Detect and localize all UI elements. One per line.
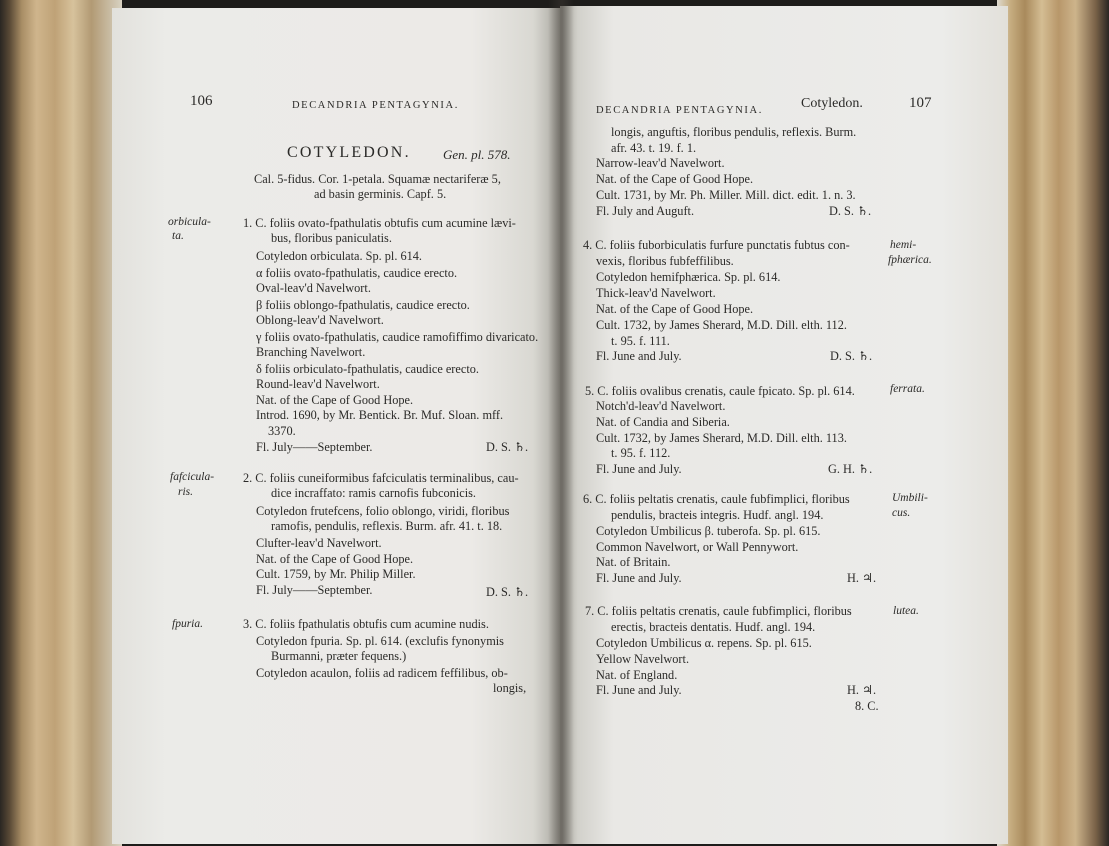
species-line: Nat. of the Cape of Good Hope. (256, 552, 414, 566)
species-line: 2. C. foliis cuneiformibus fafciculatis terminalibus, cau- (243, 471, 519, 485)
book-gutter (548, 0, 574, 846)
species-line: Cult. 1759, by Mr. Philip Miller. (256, 567, 416, 581)
species-line: D. S. ♄. (829, 204, 872, 218)
species-line: Burmanni, præter fequens.) (271, 649, 407, 663)
species-line: δ foliis orbiculato-fpathulatis, caudice erecto. (256, 362, 479, 376)
species-line: Clufter-leav'd Navelwort. (256, 536, 382, 550)
left-page (112, 8, 560, 844)
species-line: ramofis, pendulis, reflexis. Burm. afr. 41. t. 18. (271, 519, 503, 533)
species-line: t. 95. f. 111. (611, 334, 670, 348)
right-running-head: DECANDRIA PENTAGYNIA. (596, 105, 763, 116)
margin-note: fphærica. (888, 254, 932, 266)
species-line: Cotyledon Umbilicus β. tuberofa. Sp. pl. 615. (596, 524, 821, 538)
species-line: Fl. June and July. (596, 683, 682, 697)
species-line: H. ♃. (847, 571, 877, 585)
species-line: Fl. July——September. (256, 440, 373, 454)
species-line: dice incraffato: ramis carnofis fubconicis. (271, 486, 476, 500)
margin-note: orbicula- (168, 216, 211, 228)
species-line: Fl. July——September. (256, 583, 373, 597)
left-page-number: 106 (190, 93, 213, 109)
margin-note: cus. (892, 507, 911, 519)
species-line: Branching Navelwort. (256, 345, 366, 359)
species-line: G. H. ♄. (828, 462, 873, 476)
margin-note: ta. (172, 230, 184, 242)
species-line: Cotyledon fpuria. Sp. pl. 614. (exclufis fynonymis (256, 634, 504, 648)
species-line: Nat. of the Cape of Good Hope. (596, 172, 754, 186)
species-line: 3370. (268, 424, 296, 438)
species-line: Cotyledon frutefcens, folio oblongo, viridi, floribus (256, 504, 510, 518)
species-line: α foliis ovato-fpathulatis, caudice erecto. (256, 266, 458, 280)
species-line: Notch'd-leav'd Navelwort. (596, 399, 726, 413)
genus-character-line-2: ad basin germinis. Capf. 5. (314, 187, 447, 201)
species-line: erectis, bracteis dentatis. Hudf. angl. 194. (611, 620, 816, 634)
species-line: Nat. of Britain. (596, 555, 671, 569)
species-line: longis, anguftis, floribus pendulis, reflexis. Burm. (611, 125, 857, 139)
species-line: Fl. July and Auguft. (596, 204, 695, 218)
species-line: D. S. ♄. (486, 585, 529, 599)
left-running-head: DECANDRIA PENTAGYNIA. (292, 100, 459, 111)
left-page-edges (0, 0, 122, 846)
species-line: 1. C. foliis ovato-fpathulatis obtufis cum acumine lævi- (243, 216, 516, 230)
genus-title: COTYLEDON. (287, 144, 411, 161)
margin-note: lutea. (893, 605, 919, 617)
species-line: H. ♃. (847, 683, 877, 697)
species-line: D. S. ♄. (486, 440, 529, 454)
species-line: Cult. 1731, by Mr. Ph. Miller. Mill. dict. edit. 1. n. 3. (596, 188, 856, 202)
margin-note: ris. (178, 486, 194, 498)
species-line: Nat. of the Cape of Good Hope. (256, 393, 414, 407)
margin-note: ferrata. (890, 383, 925, 395)
species-line: t. 95. f. 112. (611, 446, 671, 460)
species-line: Nat. of Candia and Siberia. (596, 415, 730, 429)
species-line: Fl. June and July. (596, 349, 682, 363)
species-line: Cotyledon Umbilicus α. repens. Sp. pl. 615. (596, 636, 812, 650)
species-line: longis, (493, 681, 527, 695)
margin-note: Umbili- (892, 492, 928, 504)
species-line: Nat. of England. (596, 668, 678, 682)
species-line: Cotyledon orbiculata. Sp. pl. 614. (256, 249, 422, 263)
species-line: Narrow-leav'd Navelwort. (596, 156, 725, 170)
species-line: Oval-leav'd Navelwort. (256, 281, 371, 295)
species-line: 5. C. foliis ovalibus crenatis, caule fpicato. Sp. pl. 614. (585, 384, 855, 398)
species-line: Round-leav'd Navelwort. (256, 377, 380, 391)
margin-note: fafcicula- (170, 471, 215, 483)
right-running-head-genus: Cotyledon. (801, 96, 863, 111)
species-line: Cotyledon hemifphærica. Sp. pl. 614. (596, 270, 781, 284)
species-line: Oblong-leav'd Navelwort. (256, 313, 384, 327)
genus-character-line-1: Cal. 5-fidus. Cor. 1-petala. Squamæ nectariferæ 5, (254, 172, 501, 186)
species-line: Cotyledon acaulon, foliis ad radicem feffilibus, ob- (256, 666, 508, 680)
margin-note: hemi- (890, 239, 917, 251)
species-line: γ foliis ovato-fpathulatis, caudice ramofiffimo divaricato. (256, 330, 539, 344)
right-page-number: 107 (909, 95, 932, 111)
species-line: D. S. ♄. (830, 349, 873, 363)
species-line: β foliis oblongo-fpathulatis, caudice erecto. (256, 298, 470, 312)
species-line: Cult. 1732, by James Sherard, M.D. Dill. elth. 113. (596, 431, 847, 445)
species-line: afr. 43. t. 19. f. 1. (611, 141, 697, 155)
catchword: 8. C. (855, 699, 879, 713)
genus-reference: Gen. pl. 578. (443, 147, 511, 162)
species-line: Nat. of the Cape of Good Hope. (596, 302, 754, 316)
species-line: 7. C. foliis peltatis crenatis, caule fubfimplici, floribus (585, 604, 852, 618)
right-page-edges (997, 0, 1109, 846)
species-line: Cult. 1732, by James Sherard, M.D. Dill. elth. 112. (596, 318, 847, 332)
species-line: Thick-leav'd Navelwort. (596, 286, 716, 300)
species-line: Common Navelwort, or Wall Pennywort. (596, 540, 799, 554)
margin-note: fpuria. (172, 618, 203, 630)
species-line: Introd. 1690, by Mr. Bentick. Br. Muf. Sloan. mff. (256, 408, 504, 422)
species-line: Fl. June and July. (596, 462, 682, 476)
species-line: 4. C. foliis fuborbiculatis furfure punctatis fubtus con- (583, 238, 850, 252)
species-line: vexis, floribus fubfeffilibus. (596, 254, 734, 268)
species-line: bus, floribus paniculatis. (271, 231, 392, 245)
species-line: Yellow Navelwort. (596, 652, 690, 666)
species-line: 3. C. foliis fpathulatis obtufis cum acumine nudis. (243, 617, 489, 631)
species-line: pendulis, bracteis integris. Hudf. angl. 194. (611, 508, 824, 522)
species-line: 6. C. foliis peltatis crenatis, caule fubfimplici, floribus (583, 492, 850, 506)
species-line: Fl. June and July. (596, 571, 682, 585)
